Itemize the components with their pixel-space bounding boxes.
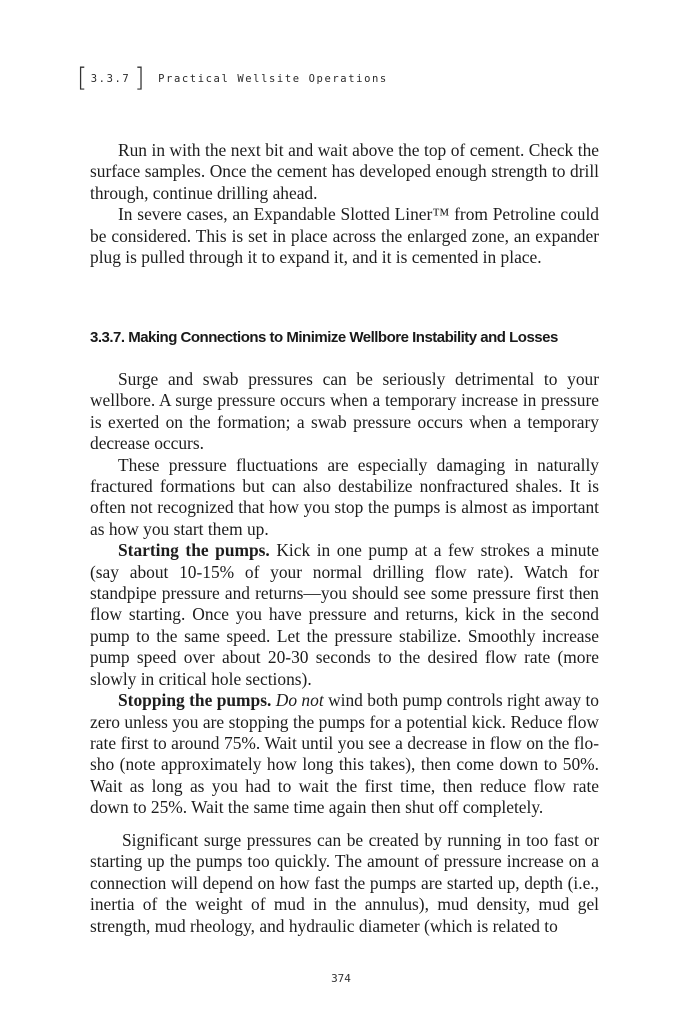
section-heading: 3.3.7. Making Connections to Minimize Wellbore Instability and Losses: [90, 329, 558, 346]
intro-paragraph: Run in with the next bit and wait above the top of cement. Check the surface samples. Once the cement has developed enough strength to drill through, continue drilling ahead.: [90, 140, 599, 203]
intro-text-block: [90, 140, 599, 268]
header-section-number: 3.3.7: [90, 73, 131, 85]
body-paragraph: Surge and swab pressures can be seriously detrimental to your wellbore. A surge pressure occurs when a temporary increase in pressure is exerted on the formation; a swab pressure occurs when a temporary decrease occurs.: [90, 369, 599, 454]
starting-pumps-text: Kick in one pump at a few strokes a minute (say about 10-15% of your normal drilling flow rate). Watch for standpipe pressure and returns—you should see some pressure first then flow starting. Once you have pressure and returns, kick in the second pump to the same speed. Let the pressure stabilize. Smoothly increase pump speed over about 20-30 seconds to the desired flow rate (more slowly in critical hole sections).: [90, 540, 599, 689]
stopping-pumps-run-in: Stopping the pumps.: [118, 690, 272, 711]
stopping-pumps-paragraph: [90, 690, 599, 818]
closing-text-block: [90, 830, 599, 937]
starting-pumps-paragraph: [90, 540, 599, 690]
section-text-block: [90, 369, 599, 819]
stopping-pumps-text: wind both pump controls right away to zero unless you are stopping the pumps for a potential kick. Reduce flow rate first to around 75%. Wait until you see a decrease in flow on the flo-sho (note approximately how long this takes), then come down to 50%. Wait as long as you had to wait the first time, then reduce flow rate down to 25%. Wait the same time again then shut off completely.: [90, 690, 599, 818]
starting-pumps-run-in: Starting the pumps.: [118, 540, 270, 561]
header-open-bracket: [: [77, 63, 89, 93]
stopping-pumps-emphasis: Do not: [275, 690, 324, 711]
page-number: 374: [331, 972, 351, 985]
intro-paragraph: In severe cases, an Expandable Slotted Liner™ from Petroline could be considered. This is set in place across the enlarged zone, an expander plug is pulled through it to expand it, and it is cemented in place.: [90, 204, 599, 268]
header-book-title: Practical Wellsite Operations: [158, 73, 388, 85]
header-close-bracket: ]: [134, 63, 147, 93]
running-header: [77, 64, 388, 94]
body-paragraph: These pressure fluctuations are especially damaging in naturally fractured formations but can also destabilize nonfractured shales. It is often not recognized that how you stop the pumps is almost as important as how you start them up.: [90, 454, 599, 539]
closing-paragraph: Significant surge pressures can be created by running in too fast or starting up the pumps too quickly. The amount of pressure increase on a connection will depend on how fast the pumps are started up, depth (i.e., inertia of the weight of mud in the annulus), mud density, mud gel strength, mud rheology, and hydraulic diameter (which is related to: [90, 830, 599, 936]
